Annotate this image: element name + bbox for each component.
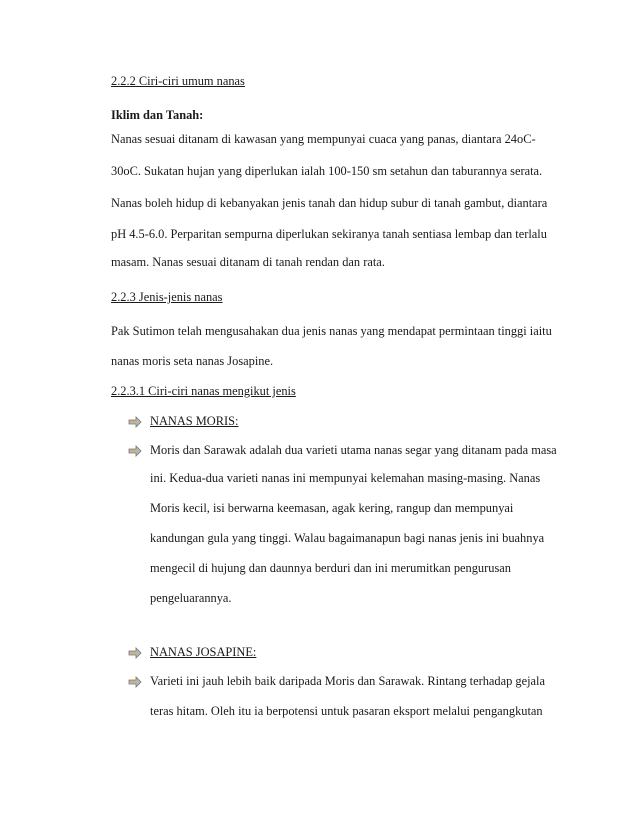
item-line: Moris kecil, isi berwarna keemasan, agak kering, rangup dan mempunyai	[150, 501, 514, 515]
item-line: kandungan gula yang tinggi. Walau bagaimanapun bagi nanas jenis ini buahnya	[150, 531, 545, 545]
subheading-iklim-tanah: Iklim dan Tanah:	[111, 108, 204, 122]
paragraph-line: Pak Sutimon telah mengusahakan dua jenis nanas yang mendapat permintaan tinggi iaitu	[111, 324, 552, 338]
section-heading-2231: 2.2.3.1 Ciri-ciri nanas mengikut jenis	[111, 384, 296, 398]
item-line: mengecil di hujung dan daunnya berduri dan ini merumitkan pengurusan	[150, 561, 511, 575]
section-heading-222: 2.2.2 Ciri-ciri umum nanas	[111, 74, 245, 88]
pointing-arrow-bullet-icon	[128, 443, 142, 457]
item-line: teras hitam. Oleh itu ia berpotensi untuk pasaran eksport melalui pengangkutan	[150, 704, 543, 718]
pointing-arrow-bullet-icon	[128, 414, 142, 428]
section-heading-223: 2.2.3 Jenis-jenis nanas	[111, 290, 223, 304]
paragraph-line: pH 4.5-6.0. Perparitan sempurna diperlukan sekiranya tanah sentiasa lembap dan terlalu	[111, 227, 547, 241]
item-title-nanas-josapine: NANAS JOSAPINE:	[150, 645, 257, 659]
paragraph-line: Nanas boleh hidup di kebanyakan jenis tanah dan hidup subur di tanah gambut, diantara	[111, 196, 548, 210]
item-line: Moris dan Sarawak adalah dua varieti utama nanas segar yang ditanam pada masa	[150, 443, 557, 457]
item-title-nanas-moris: NANAS MORIS:	[150, 414, 239, 428]
paragraph-line: 30oC. Sukatan hujan yang diperlukan ialah 100-150 sm setahun dan taburannya serata.	[111, 164, 543, 178]
paragraph-line: nanas moris seta nanas Josapine.	[111, 354, 274, 368]
item-line: ini. Kedua-dua varieti nanas ini mempunyai kelemahan masing-masing. Nanas	[150, 471, 541, 485]
item-line: pengeluarannya.	[150, 591, 232, 605]
pointing-arrow-bullet-icon	[128, 674, 142, 688]
pointing-arrow-bullet-icon	[128, 645, 142, 659]
paragraph-line: masam. Nanas sesuai ditanam di tanah rendan dan rata.	[111, 255, 385, 269]
item-line: Varieti ini jauh lebih baik daripada Moris dan Sarawak. Rintang terhadap gejala	[150, 674, 545, 688]
paragraph-line: Nanas sesuai ditanam di kawasan yang mempunyai cuaca yang panas, diantara 24oC-	[111, 132, 536, 146]
